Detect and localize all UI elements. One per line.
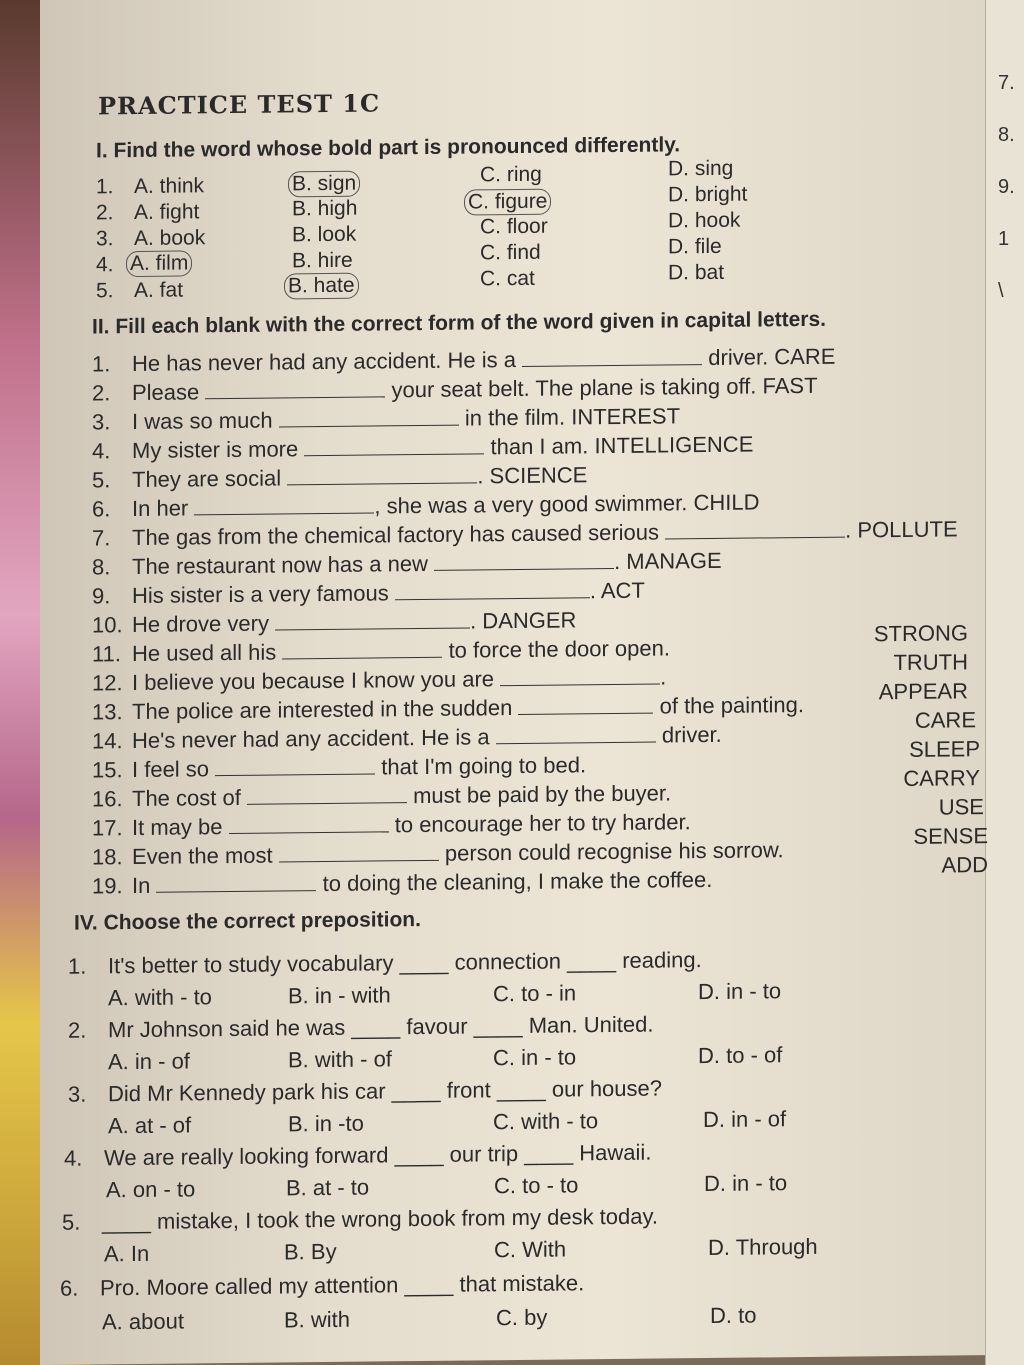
question-stem: [60, 1270, 584, 1301]
question-stem: [64, 1140, 651, 1172]
option-b[interactable]: B. with - of: [288, 1046, 392, 1073]
fill-item: [92, 344, 835, 378]
item-text-before: Please: [132, 379, 200, 406]
option-d[interactable]: D. to: [710, 1302, 757, 1328]
option-a-circled: A. film: [126, 250, 192, 277]
question-number: 3.: [68, 1081, 87, 1107]
side-word: TRUTH: [893, 649, 968, 676]
answer-blank[interactable]: [215, 755, 375, 776]
item-text-before: I feel so: [132, 756, 210, 783]
worksheet-page: [40, 0, 988, 1365]
option-a[interactable]: A. at - of: [108, 1112, 192, 1139]
answer-blank[interactable]: [496, 724, 656, 745]
item-text-before: The cost of: [132, 784, 241, 812]
item-text-before: I believe you because I know you are: [132, 666, 495, 696]
option-a: A. fat: [134, 278, 184, 303]
option-d[interactable]: D. Through: [708, 1233, 818, 1261]
adjacent-page-number: 9.: [998, 176, 1015, 198]
option-b[interactable]: B. in - with: [288, 982, 391, 1009]
side-word: USE: [938, 794, 984, 820]
answer-blank[interactable]: [194, 494, 374, 515]
item-number: 5.: [92, 467, 111, 493]
question-stem: [68, 947, 702, 980]
question-text: We are really looking forward ____ our trip ____ Hawaii.: [104, 1139, 652, 1171]
question-text: It's better to study vocabulary ____ connection ____ reading.: [108, 947, 702, 979]
option-d[interactable]: D. to - of: [698, 1042, 783, 1069]
page-title: PRACTICE TEST 1C: [98, 88, 381, 121]
item-number: 9.: [92, 583, 111, 609]
item-text-after: to doing the cleaning, I make the coffee.: [322, 866, 713, 897]
question-number: 6.: [60, 1275, 79, 1301]
fill-item: [92, 867, 712, 899]
option-b-circled: B. hate: [284, 273, 359, 300]
item-text-before: My sister is more: [132, 436, 299, 464]
option-c: C. floor: [480, 214, 548, 239]
side-word: STRONG: [873, 620, 968, 647]
option-a: A. fight: [134, 200, 200, 225]
item-text-before: They are social: [132, 465, 282, 493]
answer-blank[interactable]: [275, 609, 470, 630]
answer-blank[interactable]: [304, 435, 484, 456]
answer-blank[interactable]: [395, 579, 590, 600]
adjacent-page-number: 1: [998, 228, 1010, 250]
item-number: 15.: [92, 757, 123, 783]
item-text-before: His sister is a very famous: [132, 580, 389, 609]
question-stem: [68, 1012, 653, 1044]
fill-item: [92, 780, 671, 812]
option-c[interactable]: C. by: [496, 1304, 548, 1331]
item-text-after: that I'm going to bed.: [381, 752, 587, 780]
item-text-after: in the film. INTEREST: [464, 403, 681, 431]
fill-item: [92, 692, 804, 725]
answer-blank[interactable]: [282, 639, 442, 660]
question-text: ____ mistake, I took the wrong book from my desk today.: [102, 1203, 658, 1235]
item-text-before: The restaurant now has a new: [132, 550, 428, 580]
question-number: 4.: [64, 1145, 83, 1171]
answer-blank[interactable]: [665, 519, 845, 540]
side-word: CARE: [914, 707, 976, 733]
answer-blank[interactable]: [500, 666, 660, 687]
item-number: 18.: [92, 844, 123, 870]
option-b[interactable]: B. By: [284, 1238, 337, 1265]
answer-blank[interactable]: [279, 407, 459, 428]
option-a: A. book: [134, 226, 206, 251]
options-row: [102, 1302, 822, 1340]
section4-heading: IV. Choose the correct preposition.: [74, 908, 421, 935]
fill-item: [92, 752, 586, 783]
option-b: B. look: [292, 222, 357, 247]
answer-blank[interactable]: [247, 784, 407, 805]
adjacent-page-number: \: [998, 280, 1004, 302]
row-number: 4.: [96, 253, 114, 277]
answer-blank[interactable]: [229, 813, 389, 834]
question-text: Mr Johnson said he was ____ favour ____ Man. United.: [108, 1011, 654, 1043]
answer-blank[interactable]: [279, 842, 439, 863]
item-text-after: . DANGER: [470, 607, 577, 634]
item-number: 17.: [92, 815, 123, 841]
item-number: 1.: [92, 351, 111, 377]
option-b[interactable]: B. with: [284, 1306, 351, 1333]
item-text-before: It may be: [132, 814, 223, 841]
adjacent-page-edge: [985, 0, 1024, 1365]
option-a: A. think: [134, 174, 205, 199]
option-c[interactable]: C. to - in: [493, 980, 577, 1007]
answer-blank[interactable]: [156, 872, 316, 893]
option-a[interactable]: A. about: [102, 1308, 184, 1335]
item-text-before: I was so much: [132, 407, 273, 435]
option-d: D. hook: [668, 208, 741, 233]
item-number: 16.: [92, 786, 123, 812]
row-number: 1.: [96, 175, 114, 199]
option-a[interactable]: A. with - to: [108, 984, 212, 1011]
question-text: Did Mr Kennedy park his car ____ front ____ our house?: [108, 1075, 662, 1107]
option-d[interactable]: D. in - of: [703, 1106, 787, 1133]
fill-item: [92, 432, 753, 465]
item-text-after: than I am. INTELLIGENCE: [490, 431, 754, 460]
item-text-after: driver.: [661, 721, 722, 748]
side-word: ADD: [941, 852, 988, 878]
side-word: APPEAR: [878, 678, 968, 705]
item-text-before: He's never had any accident. He is a: [132, 724, 490, 754]
option-a[interactable]: A. In: [104, 1240, 150, 1267]
item-text-before: The police are interested in the sudden: [132, 695, 513, 725]
item-text-after: to encourage her to try harder.: [394, 809, 691, 838]
item-number: 13.: [92, 699, 123, 725]
answer-blank[interactable]: [434, 550, 614, 571]
item-number: 4.: [92, 438, 111, 464]
item-text-after: . ACT: [589, 577, 645, 604]
fill-item: [92, 462, 587, 493]
item-text-before: In her: [132, 495, 189, 522]
option-a[interactable]: A. on - to: [106, 1176, 196, 1203]
item-text-after: . MANAGE: [614, 547, 722, 574]
option-c: C. find: [480, 240, 541, 265]
item-text-before: He drove very: [132, 610, 269, 638]
fill-item: [92, 722, 722, 755]
option-d: D. bright: [668, 182, 748, 207]
option-d: D. file: [668, 234, 722, 259]
question-number: 5.: [62, 1209, 81, 1235]
item-number: 11.: [92, 641, 121, 667]
option-d: D. bat: [668, 260, 725, 285]
answer-blank[interactable]: [518, 695, 653, 715]
item-text-after: person could recognise his sorrow.: [444, 837, 784, 866]
item-text-before: He has never had any accident. He is a: [132, 347, 517, 377]
option-c[interactable]: C. in - to: [493, 1044, 577, 1071]
item-text-after: . SCIENCE: [477, 462, 588, 489]
item-number: 10.: [92, 612, 123, 638]
question-text: Pro. Moore called my attention ____ that mistake.: [100, 1270, 585, 1301]
fill-item: [92, 516, 958, 551]
item-text-after: . POLLUTE: [845, 516, 958, 543]
fill-item: [92, 837, 784, 870]
option-a[interactable]: A. in - of: [108, 1048, 190, 1075]
row-number: 3.: [96, 227, 114, 251]
option-c-circled: C. figure: [464, 189, 551, 216]
option-d[interactable]: D. in - to: [698, 978, 782, 1005]
item-number: 8.: [92, 554, 111, 580]
item-text-after: .: [660, 664, 667, 690]
option-c: C. ring: [480, 162, 542, 187]
fill-item: [92, 373, 818, 407]
item-number: 19.: [92, 873, 123, 899]
item-text-before: In: [132, 872, 151, 899]
side-word: CARRY: [903, 765, 980, 791]
question-number: 1.: [68, 953, 87, 979]
option-c[interactable]: C. with - to: [493, 1108, 599, 1135]
fill-item: [92, 403, 680, 435]
item-text-after: to force the door open.: [448, 635, 670, 663]
side-word: SLEEP: [909, 736, 980, 762]
option-b[interactable]: B. in -to: [288, 1110, 364, 1137]
item-number: 12.: [92, 670, 123, 696]
options-row: [104, 1234, 824, 1272]
option-b: B. high: [292, 196, 358, 221]
option-b-circled: B. sign: [288, 171, 360, 198]
option-c[interactable]: C. to - to: [494, 1172, 579, 1199]
fill-item: [92, 578, 645, 610]
options-row: [108, 978, 808, 1015]
adjacent-page-number: 7.: [998, 72, 1015, 94]
item-text-before: Even the most: [132, 842, 273, 870]
option-c[interactable]: C. With: [494, 1236, 567, 1263]
item-text-before: The gas from the chemical factory has caused serious: [132, 519, 660, 551]
option-d: D. sing: [668, 156, 734, 181]
fill-item: [92, 548, 722, 581]
options-row: [108, 1106, 808, 1143]
answer-blank[interactable]: [522, 346, 702, 367]
adjacent-page-number: 8.: [998, 124, 1015, 146]
section2-heading: II. Fill each blank with the correct form of the word given in capital letters.: [92, 307, 826, 339]
option-c: C. cat: [480, 266, 535, 291]
option-b[interactable]: B. at - to: [286, 1174, 370, 1201]
item-text-before: He used all his: [132, 639, 277, 667]
answer-blank[interactable]: [287, 464, 477, 485]
side-word: SENSE: [913, 823, 988, 849]
question-stem: [68, 1075, 662, 1107]
option-b: B. hire: [292, 248, 353, 273]
item-number: 2.: [92, 380, 111, 406]
item-text-after: of the painting.: [659, 691, 804, 719]
item-text-after: your seat belt. The plane is taking off. FAST: [391, 372, 818, 403]
fill-item: [92, 809, 691, 841]
row-number: 5.: [96, 279, 114, 303]
options-row: [108, 1042, 808, 1079]
fill-item: [92, 607, 576, 638]
item-number: 7.: [92, 525, 111, 551]
item-text-after: , she was a very good swimmer. CHILD: [374, 489, 760, 519]
section1-heading: I. Find the word whose bold part is pronounced differently.: [96, 133, 681, 163]
question-number: 2.: [68, 1017, 87, 1043]
item-number: 14.: [92, 728, 123, 754]
item-number: 6.: [92, 496, 111, 522]
options-row: [106, 1170, 806, 1207]
option-d[interactable]: D. in - to: [704, 1170, 788, 1197]
item-text-after: driver. CARE: [708, 343, 836, 371]
answer-blank[interactable]: [205, 378, 385, 399]
item-number: 3.: [92, 409, 111, 435]
fill-item: [92, 664, 666, 696]
question-stem: [62, 1204, 658, 1236]
row-number: 2.: [96, 201, 114, 225]
fill-item: [92, 635, 670, 667]
item-text-after: must be paid by the buyer.: [413, 780, 672, 809]
fill-item: [92, 489, 760, 522]
